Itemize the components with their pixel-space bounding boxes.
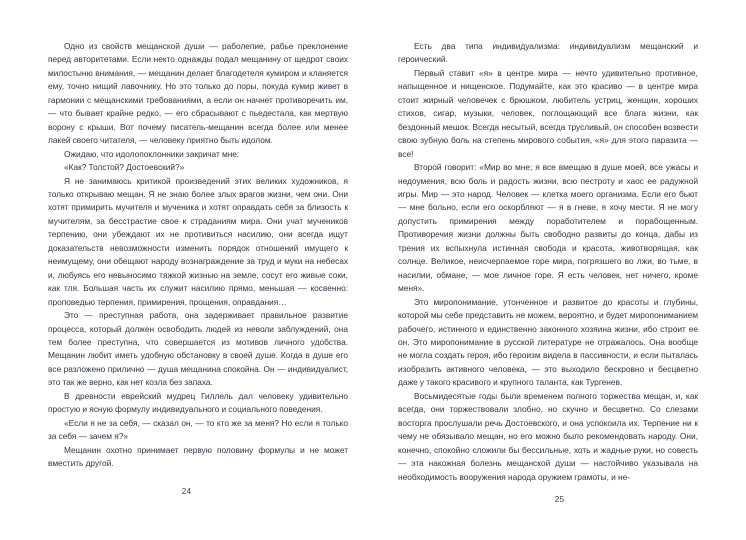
paragraph: Восьмидесятые годы были временем полного торжества мещан, и, как всегда, они торжествовали злобно, но скучно и бесцветно. Со слезами восторга прослушали речь Достоевского, и она успокоила их. Терпение ни к чему не обязывало мещан, но его можно было рекомендовать народу. Они, конечно, спокойно сложили бы бессильные, хоть и жадные руки, но совесть — эта накожная болезнь мещанской души — настойчиво указывала на необходимость вооружения народа оружием грамоты, и не- — [398, 390, 698, 482]
page-right-body — [398, 40, 698, 484]
paragraph: Мещанин охотно принимает первую половину формулы и не может вместить другой. — [48, 444, 348, 469]
paragraph: Одно из свойств мещанской души — раболепие, рабье преклонение перед авторитетами. Если некто однажды подал мещанину от щедрот своих милостыню внимания, — мещанин делает благодетеля кумиром и кланяется ему, точно нищий лавочнику. Но это только до поры, покуда кумир живет в гармонии с мещанскими требованиями, а если он начнет противоречить им, — что бывает крайне редко, — его сбрасывают с пьедестала, как мертвую ворону с крыши. Вот почему писатель-мещанин всегда более или менее лакей своего читателя, — человеку приятно быть идолом. — [48, 41, 348, 146]
page-number: 25 — [554, 495, 565, 504]
paragraph: Второй говорит: «Мир во мне; я все вмещаю в душе моей, все ужасы и недоумения, всю боль и радость жизни, всю пестроту и хаос ее радужной игры. Мир — это народ. Человек — клетка моего организма. Если его бьют — мне больно, если его оскорбляют — я в гневе, я хочу мести. Я не могу допустить примирения между поработителем и порабощенным. Противоречия жизни должны быть свободно развиты до конца, дабы из трения их вспыхнула истинная свобода и красота, животворящая, как солнце. Великое, неисчерпаемое горе мира, погрязшего во лжи, во тьме, в насилии, обмане, — мое личное горе. Я есть человек, нет ничего, кроме меня». — [398, 162, 698, 294]
paragraph: «Как? Толстой? Достоевский?» — [64, 162, 185, 173]
paragraph: Это — преступная работа, она задерживает правильное развитие процесса, который должен освободить людей из неволи заблуждений, она тем более преступна, что совершается из мотивов личного удобства. Мещанин любит иметь удобную обстановку в своей душе. Когда в душе его все разложено прилично — душа мещанина спокойна. Он — индивидуалист, это так же верно, как нет козла без запаха. — [48, 310, 348, 388]
page-number: 24 — [181, 487, 192, 496]
paragraph: «Если я не за себя, — сказал он, — то кто же за меня? Но если я только за себя — зачем я?» — [48, 417, 348, 442]
paragraph: Я не занимаюсь критикой произведений этих великих художников, я только открываю мещан. Я не знаю более злых врагов жизни, чем они. Они хотят примирить мучителя и мученика и хотят оправдать себя за близость к мучителям, за бесстрастие свое к страданиям мира. Они учат мучеников терпению, они убеждают их не противиться насилию, они всегда ищут доказательств невозможности изменить порядок отношений имущего к неимущему, они обещают народу вознаграждение за труд и муки на небесах и, любуясь его невыносимо тяжкой жизнью на земле, сосут его живые соки, как тля. Большая часть их служит насилию прямо, меньшая — косвенно: проповедью терпения, примирения, прощения, оправдания… — [48, 175, 348, 307]
paragraph: Это миропонимание, утонченное и развитое до красоты и глубины, которой мы себе представить не можем, вероятно, и будет миропониманием рабочего, истинного и единственно законного хозяина жизни, ибо строит ее он. Это миропонимание в русской литературе не отражалось. Она вообще не могла создать героя, ибо героизм видела в пассивности, и если пыталась изобразить активного человека, — это выходило бескровно и бесцветно даже у такого красивого и крупного таланта, как Тургенев. — [398, 296, 698, 388]
paragraph: Есть два типа индивидуализма: индивидуализм мещанский и героический. — [398, 41, 698, 65]
page-right — [373, 0, 746, 540]
paragraph: Первый ставит «я» в центре мира — нечто удивительно противное, напыщенное и нищенское. Подумайте, как это красиво — в центре мира стоит жирный человечек с брюшком, любитель устриц, женщин, хороших стихов, сигар, музыки, человек, поглощающий все блага жизни, как бездонный мешок. Всегда несытый, всегда трусливый, он способен возвести свою зубную боль на степень мирового события, «я» для этого паразита — все! — [398, 67, 698, 159]
page-left-body — [48, 40, 348, 471]
paragraph: Ожидаю, что идолопоклонники закричат мне: — [64, 148, 240, 159]
paragraph: В древности еврейский мудрец Гиллель дал человеку удивительно простую и ясную формулу индивидуального и социального поведения. — [48, 390, 348, 415]
